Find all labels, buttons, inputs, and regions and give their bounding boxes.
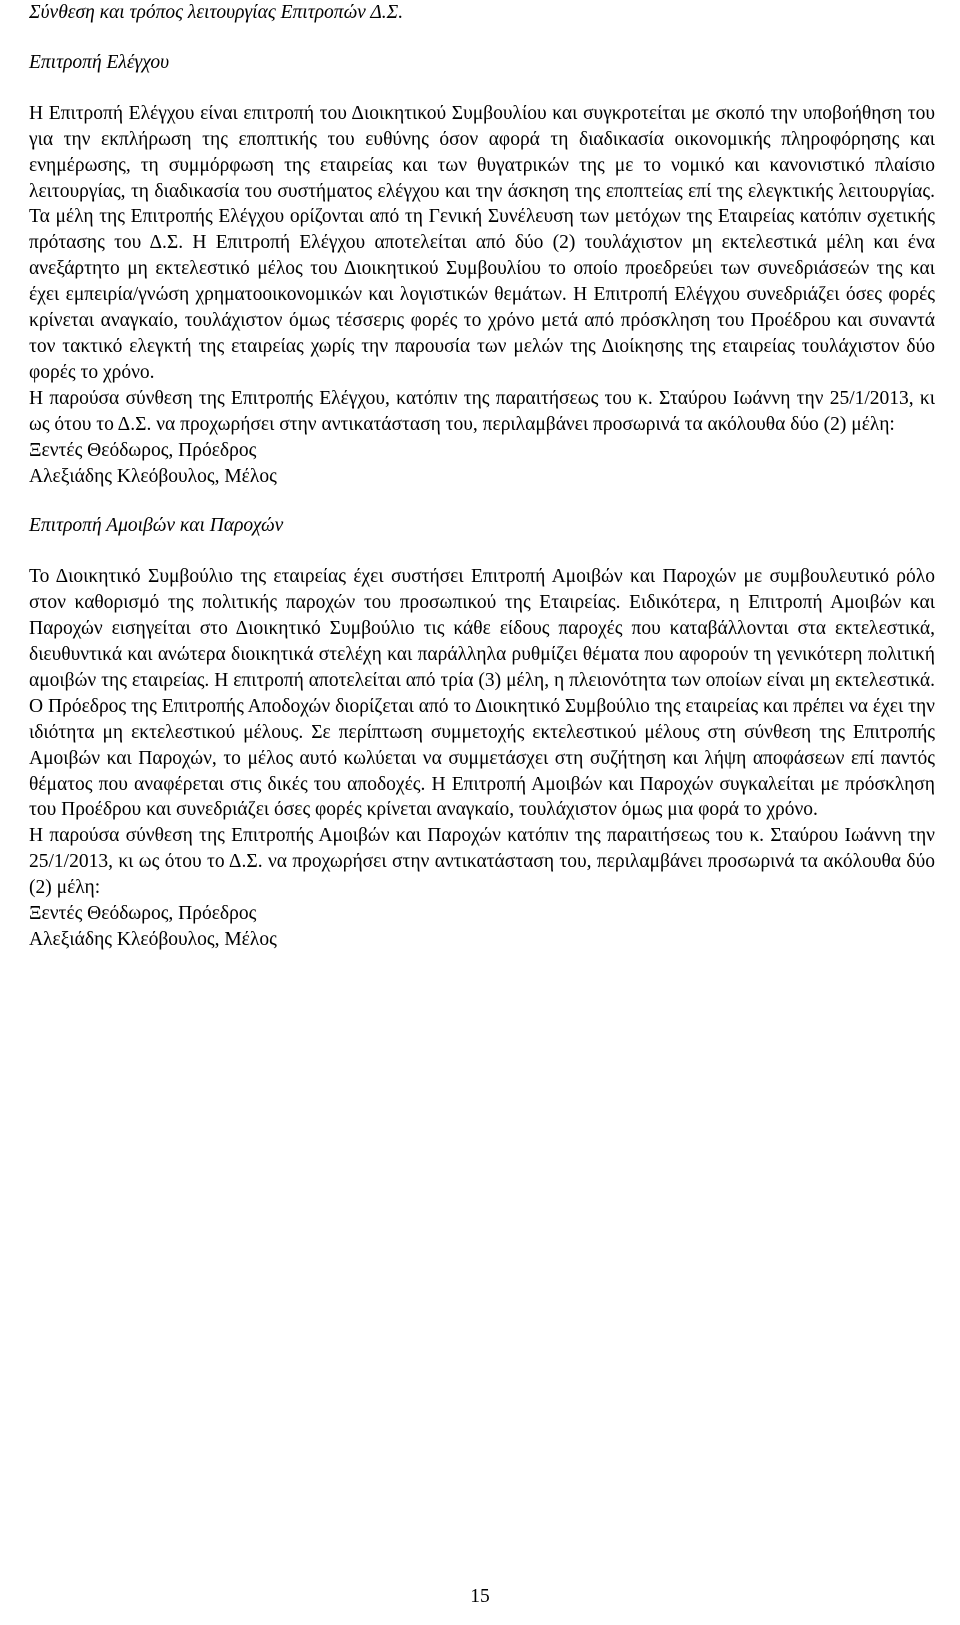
page-number: 15: [470, 1586, 490, 1607]
remuneration-committee-section: [29, 513, 935, 953]
document-page: [29, 0, 935, 953]
audit-committee-member: Ξεντές Θεόδωρος, Πρόεδρος: [29, 439, 257, 461]
document-title: Σύνθεση και τρόπος λειτουργίας Επιτροπών Δ.Σ.: [29, 2, 404, 23]
audit-committee-composition: Η παρούσα σύνθεση της Επιτροπής Ελέγχου, κατόπιν της παραιτήσεως του κ. Σταύρου Ιωάννη την 25/1/2013, κι ως ότου το Δ.Σ. να προχωρήσει στην αντικατάσταση του, περιλαμβάνει προσωρινά τα ακόλουθα δύο (2) μέλη:: [29, 387, 935, 435]
audit-committee-body: Η Επιτροπή Ελέγχου είναι επιτροπή του Διοικητικού Συμβουλίου και συγκροτείται με σκοπό την υποβοήθηση του για την εκπλήρωση της εποπτικής του ευθύνης όσον αφορά τη διαδικασία οικονομικής πληροφόρησης και ενημέρωσης, τη συμμόρφωση της εταιρείας και των θυγατρικών της με το νομικό και κανονιστικό πλαίσιο λειτουργίας, τη διαδικασία του συστήματος ελέγχου και την άσκηση της εποπτείας επί της ελεγκτικής λειτουργίας. Τα μέλη της Επιτροπής Ελέγχου ορίζονται από τη Γενική Συνέλευση των μετόχων της Εταιρείας κατόπιν σχετικής πρότασης του Δ.Σ. Η Επιτροπή Ελέγχου αποτελείται από δύο (2) τουλάχιστον μη εκτελεστικά μέλη και ένα ανεξάρτητο μη εκτελεστικό μέλος του Διοικητικού Συμβουλίου το οποίο προεδρεύει των συνεδριάσεών της και έχει εμπειρία/γνώση χρηματοοικονομικών και λογιστικών θεμάτων. Η Επιτροπή Ελέγχου συνεδριάζει όσες φορές κρίνεται αναγκαίο, τουλάχιστον όμως τέσσερις φορές το χρόνο μετά από πρόσκληση του Προέδρου και συναντά τον τακτικό ελεγκτή της εταιρείας χωρίς την παρουσία των μελών της Διοίκησης της εταιρείας τουλάχιστον δύο φορές το χρόνο.: [29, 102, 935, 383]
audit-committee-section: [29, 50, 935, 490]
remuneration-committee-composition: Η παρούσα σύνθεση της Επιτροπής Αμοιβών και Παροχών κατόπιν της παραιτήσεως του κ. Σταύρου Ιωάννη την 25/1/2013, κι ως ότου το Δ.Σ. να προχωρήσει στην αντικατάσταση του, περιλαμβάνει προσωρινά τα ακόλουθα δύο (2) μέλη:: [29, 825, 935, 899]
remuneration-committee-heading: Επιτροπή Αμοιβών και Παροχών: [29, 515, 284, 537]
remuneration-committee-body: Το Διοικητικό Συμβούλιο της εταιρείας έχει συστήσει Επιτροπή Αμοιβών και Παροχών με συμβουλευτικό ρόλο στον καθορισμό της πολιτικής παροχών του προσωπικού της Εταιρείας. Ειδικότερα, η Επιτροπή Αμοιβών και Παροχών εισηγείται στο Διοικητικό Συμβούλιο τις κάθε είδους παροχές που καταβάλλονται στα εκτελεστικά, διευθυντικά και ανώτερα διοικητικά στελέχη και παράλληλα ρυθμίζει θέματα που αφορούν τη γενικότερη πολιτική αμοιβών της εταιρείας. Η επιτροπή αποτελείται από τρία (3) μέλη, η πλειονότητα των οποίων είναι μη εκτελεστικά. Ο Πρόεδρος της Επιτροπής Αποδοχών διορίζεται από το Διοικητικό Συμβούλιο της εταιρείας και πρέπει να έχει την ιδιότητα μη εκτελεστικού μέλους. Σε περίπτωση συμμετοχής εκτελεστικού μέλους στη σύνθεση της Επιτροπής Αμοιβών και Παροχών, το μέλος αυτό κωλύεται να συμμετάσχει στη συζήτηση και λήψη αποφάσεων επί παντός θέματος που αναφέρεται στις δικές του αποδοχές. Η Επιτροπή Αμοιβών και Παροχών συγκαλείται με πρόσκληση του Προέδρου και συνεδριάζει όσες φορές κρίνεται αναγκαίο, τουλάχιστον όμως μια φορά το χρόνο.: [29, 566, 935, 821]
remuneration-committee-member: Ξεντές Θεόδωρος, Πρόεδρος: [29, 903, 257, 925]
audit-committee-member: Αλεξιάδης Κλεόβουλος, Μέλος: [29, 465, 277, 487]
audit-committee-heading: Επιτροπή Ελέγχου: [29, 51, 170, 73]
remuneration-committee-member: Αλεξιάδης Κλεόβουλος, Μέλος: [29, 929, 277, 950]
